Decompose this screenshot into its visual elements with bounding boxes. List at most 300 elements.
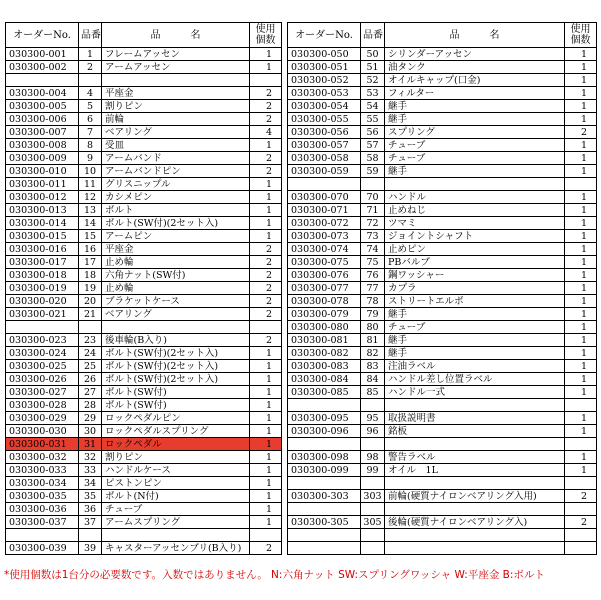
table-row [6, 74, 282, 87]
part-name-cell: 止め輪 [102, 256, 250, 269]
table-row [288, 191, 597, 204]
order-no-cell: 030300-031 [6, 438, 79, 451]
table-row [6, 334, 282, 347]
item-no-cell: 51 [361, 61, 385, 74]
order-no-cell: 030300-082 [288, 347, 361, 360]
item-no-cell: 54 [361, 100, 385, 113]
order-no-cell: 030300-010 [6, 165, 79, 178]
order-no-cell [288, 477, 361, 490]
qty-cell [565, 503, 597, 516]
qty-cell: 2 [565, 516, 597, 529]
part-name-cell: チューブ [385, 152, 565, 165]
table-row [288, 139, 597, 152]
table-row [288, 308, 597, 321]
table-row [6, 477, 282, 490]
qty-cell [565, 477, 597, 490]
qty-cell: 1 [565, 100, 597, 113]
qty-cell: 1 [250, 425, 282, 438]
part-name-cell: チューブ [102, 503, 250, 516]
order-no-cell: 030300-070 [288, 191, 361, 204]
qty-cell: 1 [250, 178, 282, 191]
table-row [288, 230, 597, 243]
part-name-cell [385, 399, 565, 412]
part-name-cell: フィルター [385, 87, 565, 100]
order-no-cell: 030300-055 [288, 113, 361, 126]
item-no-cell: 21 [79, 308, 102, 321]
part-name-cell [385, 178, 565, 191]
part-name-cell: ジョイントシャフト [385, 230, 565, 243]
table-row [288, 126, 597, 139]
order-no-cell: 030300-021 [6, 308, 79, 321]
part-name-header: 品 名 [102, 23, 250, 48]
table-row [6, 425, 282, 438]
part-name-cell: アームピン [102, 230, 250, 243]
qty-cell: 1 [565, 282, 597, 295]
item-no-cell: 17 [79, 256, 102, 269]
part-name-cell: ボルト(N付) [102, 490, 250, 503]
item-no-header: 品番 [361, 23, 385, 48]
order-no-cell: 030300-008 [6, 139, 79, 152]
order-no-cell: 030300-015 [6, 230, 79, 243]
part-name-cell: アームバンド [102, 152, 250, 165]
item-no-cell: 35 [79, 490, 102, 503]
qty-cell: 1 [565, 204, 597, 217]
qty-cell: 1 [565, 165, 597, 178]
item-no-cell: 77 [361, 282, 385, 295]
part-name-cell: 止めピン [385, 243, 565, 256]
order-no-cell: 030300-016 [6, 243, 79, 256]
qty-cell: 2 [250, 100, 282, 113]
qty-cell: 2 [250, 542, 282, 555]
qty-cell: 1 [565, 152, 597, 165]
item-no-cell: 12 [79, 191, 102, 204]
table-row [288, 282, 597, 295]
table-row [6, 399, 282, 412]
table-row [288, 152, 597, 165]
order-no-cell: 030300-071 [288, 204, 361, 217]
part-name-cell: 注油ラベル [385, 360, 565, 373]
order-no-cell: 030300-030 [6, 425, 79, 438]
item-no-cell: 33 [79, 464, 102, 477]
part-name-cell [102, 321, 250, 334]
part-name-cell [385, 503, 565, 516]
table-row [288, 490, 597, 503]
order-no-cell: 030300-013 [6, 204, 79, 217]
part-name-cell: ストリートエルボ [385, 295, 565, 308]
item-no-header: 品番 [79, 23, 102, 48]
order-no-cell: 030300-074 [288, 243, 361, 256]
order-no-cell: 030300-019 [6, 282, 79, 295]
qty-cell: 1 [565, 334, 597, 347]
qty-cell: 2 [250, 87, 282, 100]
order-no-cell: 030300-002 [6, 61, 79, 74]
part-name-cell: ボルト [102, 204, 250, 217]
part-name-cell: チューブ [385, 321, 565, 334]
part-name-cell: 前輪(硬質ナイロンベアリング入用) [385, 490, 565, 503]
table-row [6, 347, 282, 360]
item-no-cell: 71 [361, 204, 385, 217]
part-name-cell: ロックペダル [102, 438, 250, 451]
part-name-cell: 警告ラベル [385, 451, 565, 464]
table-row [6, 516, 282, 529]
part-name-cell: オイルキャップ(口金) [385, 74, 565, 87]
order-no-cell [6, 529, 79, 542]
order-no-cell: 030300-079 [288, 308, 361, 321]
order-no-cell: 030300-023 [6, 334, 79, 347]
table-row [6, 308, 282, 321]
qty-cell: 1 [250, 139, 282, 152]
order-no-cell: 030300-303 [288, 490, 361, 503]
order-no-cell: 030300-027 [6, 386, 79, 399]
qty-cell: 1 [565, 74, 597, 87]
part-name-cell: シリンダーアッセン [385, 48, 565, 61]
qty-cell: 1 [565, 425, 597, 438]
item-no-cell: 52 [361, 74, 385, 87]
qty-cell: 1 [250, 61, 282, 74]
part-name-cell: ボルト(SW付) [102, 399, 250, 412]
item-no-cell: 16 [79, 243, 102, 256]
part-name-cell: ハンドル [385, 191, 565, 204]
item-no-cell [79, 74, 102, 87]
item-no-cell: 59 [361, 165, 385, 178]
part-name-cell: ベアリング [102, 308, 250, 321]
qty-cell: 1 [565, 295, 597, 308]
order-no-cell: 030300-007 [6, 126, 79, 139]
qty-cell: 1 [250, 412, 282, 425]
qty-cell: 1 [250, 503, 282, 516]
qty-cell: 1 [250, 490, 282, 503]
part-name-cell: ロックペダルスプリング [102, 425, 250, 438]
item-no-cell: 34 [79, 477, 102, 490]
part-name-cell: チューブ [385, 139, 565, 152]
order-no-cell [288, 399, 361, 412]
qty-cell [565, 529, 597, 542]
item-no-cell: 23 [79, 334, 102, 347]
order-no-cell: 030300-017 [6, 256, 79, 269]
part-name-cell: 割りピン [102, 100, 250, 113]
item-no-cell: 6 [79, 113, 102, 126]
table-row [288, 347, 597, 360]
qty-cell: 1 [250, 386, 282, 399]
item-no-cell [361, 399, 385, 412]
parts-table-right [287, 22, 597, 555]
qty-cell: 1 [565, 61, 597, 74]
qty-cell: 1 [565, 243, 597, 256]
qty-cell: 1 [565, 451, 597, 464]
order-no-cell: 030300-032 [6, 451, 79, 464]
table-row [288, 321, 597, 334]
item-no-cell [361, 477, 385, 490]
order-no-cell: 030300-036 [6, 503, 79, 516]
part-name-cell: 銘板 [385, 425, 565, 438]
item-no-cell: 81 [361, 334, 385, 347]
part-name-cell: 後車輪(B入り) [102, 334, 250, 347]
item-no-cell: 74 [361, 243, 385, 256]
item-no-cell: 27 [79, 386, 102, 399]
qty-cell: 2 [250, 334, 282, 347]
table-row [288, 48, 597, 61]
item-no-cell: 80 [361, 321, 385, 334]
part-name-cell: アームバンドピン [102, 165, 250, 178]
item-no-cell: 13 [79, 204, 102, 217]
item-no-cell: 26 [79, 373, 102, 386]
item-no-cell: 30 [79, 425, 102, 438]
part-name-cell: アームスプリング [102, 516, 250, 529]
table-row [288, 464, 597, 477]
item-no-cell: 1 [79, 48, 102, 61]
qty-cell: 1 [250, 451, 282, 464]
item-no-cell: 56 [361, 126, 385, 139]
part-name-cell: PBバルブ [385, 256, 565, 269]
part-name-cell: ボルト(SW付)(2セット入) [102, 217, 250, 230]
qty-cell: 4 [250, 126, 282, 139]
order-no-header: オーダーNo. [6, 23, 79, 48]
order-no-cell: 030300-076 [288, 269, 361, 282]
order-no-cell: 030300-084 [288, 373, 361, 386]
qty-cell: 1 [250, 373, 282, 386]
part-name-cell: ロックペダルピン [102, 412, 250, 425]
qty-cell: 1 [565, 230, 597, 243]
order-no-cell: 030300-018 [6, 269, 79, 282]
table-row [6, 295, 282, 308]
part-name-cell: 継手 [385, 100, 565, 113]
header-row [6, 23, 282, 48]
item-no-cell: 75 [361, 256, 385, 269]
table-row [6, 269, 282, 282]
table-row [288, 243, 597, 256]
item-no-cell [361, 542, 385, 555]
item-no-cell: 20 [79, 295, 102, 308]
part-name-cell: 六角ナット(SW付) [102, 269, 250, 282]
part-name-cell [102, 529, 250, 542]
part-name-cell: 受皿 [102, 139, 250, 152]
item-no-cell: 305 [361, 516, 385, 529]
item-no-cell: 78 [361, 295, 385, 308]
table-row [288, 165, 597, 178]
qty-cell: 2 [250, 113, 282, 126]
table-row [6, 386, 282, 399]
order-no-cell: 030300-011 [6, 178, 79, 191]
table-row [6, 542, 282, 555]
order-no-cell: 030300-051 [288, 61, 361, 74]
part-name-cell: 平座金 [102, 243, 250, 256]
table-row [288, 269, 597, 282]
qty-cell: 2 [250, 165, 282, 178]
part-name-cell: 継手 [385, 334, 565, 347]
order-no-cell: 030300-035 [6, 490, 79, 503]
table-row [6, 139, 282, 152]
item-no-cell: 83 [361, 360, 385, 373]
qty-cell: 1 [565, 48, 597, 61]
order-no-cell: 030300-029 [6, 412, 79, 425]
part-name-cell [385, 438, 565, 451]
table-row [6, 100, 282, 113]
part-name-cell: 割りピン [102, 451, 250, 464]
order-no-cell: 030300-033 [6, 464, 79, 477]
part-name-cell: ベアリング [102, 126, 250, 139]
qty-cell: 1 [250, 204, 282, 217]
order-no-cell: 030300-083 [288, 360, 361, 373]
qty-cell: 1 [250, 347, 282, 360]
order-no-cell: 030300-005 [6, 100, 79, 113]
item-no-cell: 39 [79, 542, 102, 555]
qty-cell [250, 529, 282, 542]
order-no-cell: 030300-012 [6, 191, 79, 204]
part-name-cell: 取扱説明書 [385, 412, 565, 425]
order-no-cell: 030300-096 [288, 425, 361, 438]
part-name-cell: 後輪(硬質ナイロンベアリング入) [385, 516, 565, 529]
order-no-cell: 030300-099 [288, 464, 361, 477]
order-no-cell [288, 438, 361, 451]
qty-cell [565, 542, 597, 555]
table-row [6, 243, 282, 256]
item-no-cell: 18 [79, 269, 102, 282]
order-no-cell [288, 178, 361, 191]
qty-cell: 1 [565, 139, 597, 152]
item-no-cell: 98 [361, 451, 385, 464]
order-no-cell: 030300-059 [288, 165, 361, 178]
qty-cell: 2 [250, 152, 282, 165]
part-name-cell: 平座金 [102, 87, 250, 100]
item-no-cell: 15 [79, 230, 102, 243]
order-no-cell: 030300-080 [288, 321, 361, 334]
qty-cell: 1 [250, 230, 282, 243]
part-name-cell: 止めねじ [385, 204, 565, 217]
item-no-cell: 24 [79, 347, 102, 360]
table-row [288, 412, 597, 425]
order-no-cell: 030300-078 [288, 295, 361, 308]
item-no-cell [79, 321, 102, 334]
order-no-cell: 030300-052 [288, 74, 361, 87]
table-row [288, 100, 597, 113]
part-name-cell: キャスターアッセンブリ(B入り) [102, 542, 250, 555]
qty-cell [565, 438, 597, 451]
table-row [6, 152, 282, 165]
item-no-cell [361, 529, 385, 542]
order-no-cell: 030300-077 [288, 282, 361, 295]
table-row [6, 48, 282, 61]
table-row [288, 113, 597, 126]
qty-cell: 1 [250, 464, 282, 477]
part-name-cell: ピストンピン [102, 477, 250, 490]
qty-cell: 1 [565, 373, 597, 386]
table-row [288, 74, 597, 87]
item-no-cell [79, 529, 102, 542]
qty-cell: 1 [565, 308, 597, 321]
order-no-cell: 030300-053 [288, 87, 361, 100]
item-no-cell: 53 [361, 87, 385, 100]
qty-header: 使用 個数 [250, 23, 282, 48]
table-row [6, 191, 282, 204]
qty-cell: 2 [250, 269, 282, 282]
item-no-cell: 55 [361, 113, 385, 126]
order-no-cell: 030300-098 [288, 451, 361, 464]
order-no-cell [288, 529, 361, 542]
qty-cell: 2 [565, 490, 597, 503]
table-row [6, 451, 282, 464]
table-row [6, 204, 282, 217]
part-name-cell: ボルト(SW付)(2セット入) [102, 360, 250, 373]
table-row [288, 386, 597, 399]
table-row [288, 438, 597, 451]
order-no-header: オーダーNo. [288, 23, 361, 48]
item-no-cell: 95 [361, 412, 385, 425]
table-row [6, 178, 282, 191]
part-name-cell: 鋼ワッシャー [385, 269, 565, 282]
table-row [288, 477, 597, 490]
table-row [6, 87, 282, 100]
qty-header: 使用 個数 [565, 23, 597, 48]
item-no-cell: 84 [361, 373, 385, 386]
part-name-cell: 継手 [385, 113, 565, 126]
table-row [6, 321, 282, 334]
item-no-cell: 14 [79, 217, 102, 230]
qty-cell: 1 [565, 256, 597, 269]
item-no-cell: 36 [79, 503, 102, 516]
order-no-cell [288, 503, 361, 516]
part-name-cell: カシメピン [102, 191, 250, 204]
table-row [288, 178, 597, 191]
order-no-cell: 030300-006 [6, 113, 79, 126]
part-name-cell: 継手 [385, 165, 565, 178]
table-row [288, 256, 597, 269]
qty-cell: 1 [250, 191, 282, 204]
table-row [288, 542, 597, 555]
qty-cell: 1 [250, 399, 282, 412]
order-no-cell: 030300-020 [6, 295, 79, 308]
table-row [6, 230, 282, 243]
item-no-cell [361, 503, 385, 516]
qty-cell: 1 [565, 321, 597, 334]
part-name-cell: 継手 [385, 308, 565, 321]
table-row [6, 165, 282, 178]
table-row [288, 295, 597, 308]
part-name-cell: フレームアッセン [102, 48, 250, 61]
qty-cell: 1 [250, 477, 282, 490]
qty-cell [250, 321, 282, 334]
order-no-cell: 030300-026 [6, 373, 79, 386]
qty-cell: 1 [250, 360, 282, 373]
order-no-cell: 030300-075 [288, 256, 361, 269]
item-no-cell: 58 [361, 152, 385, 165]
order-no-cell: 030300-009 [6, 152, 79, 165]
table-row [288, 334, 597, 347]
qty-cell: 2 [250, 282, 282, 295]
part-name-cell: ブラケットケース [102, 295, 250, 308]
table-row [6, 126, 282, 139]
part-name-cell: ボルト(SW付)(2セット入) [102, 373, 250, 386]
qty-cell: 2 [250, 308, 282, 321]
part-name-cell: ハンドルケース [102, 464, 250, 477]
qty-cell: 1 [250, 217, 282, 230]
table-row [6, 490, 282, 503]
order-no-cell: 030300-004 [6, 87, 79, 100]
table-row [288, 503, 597, 516]
part-name-cell [385, 477, 565, 490]
order-no-cell: 030300-014 [6, 217, 79, 230]
item-no-cell: 73 [361, 230, 385, 243]
part-name-cell: 前輪 [102, 113, 250, 126]
item-no-cell: 28 [79, 399, 102, 412]
item-no-cell: 2 [79, 61, 102, 74]
item-no-cell: 37 [79, 516, 102, 529]
table-row [6, 529, 282, 542]
order-no-cell [288, 542, 361, 555]
table-row [6, 412, 282, 425]
item-no-cell: 96 [361, 425, 385, 438]
table-row [288, 360, 597, 373]
order-no-cell: 030300-058 [288, 152, 361, 165]
